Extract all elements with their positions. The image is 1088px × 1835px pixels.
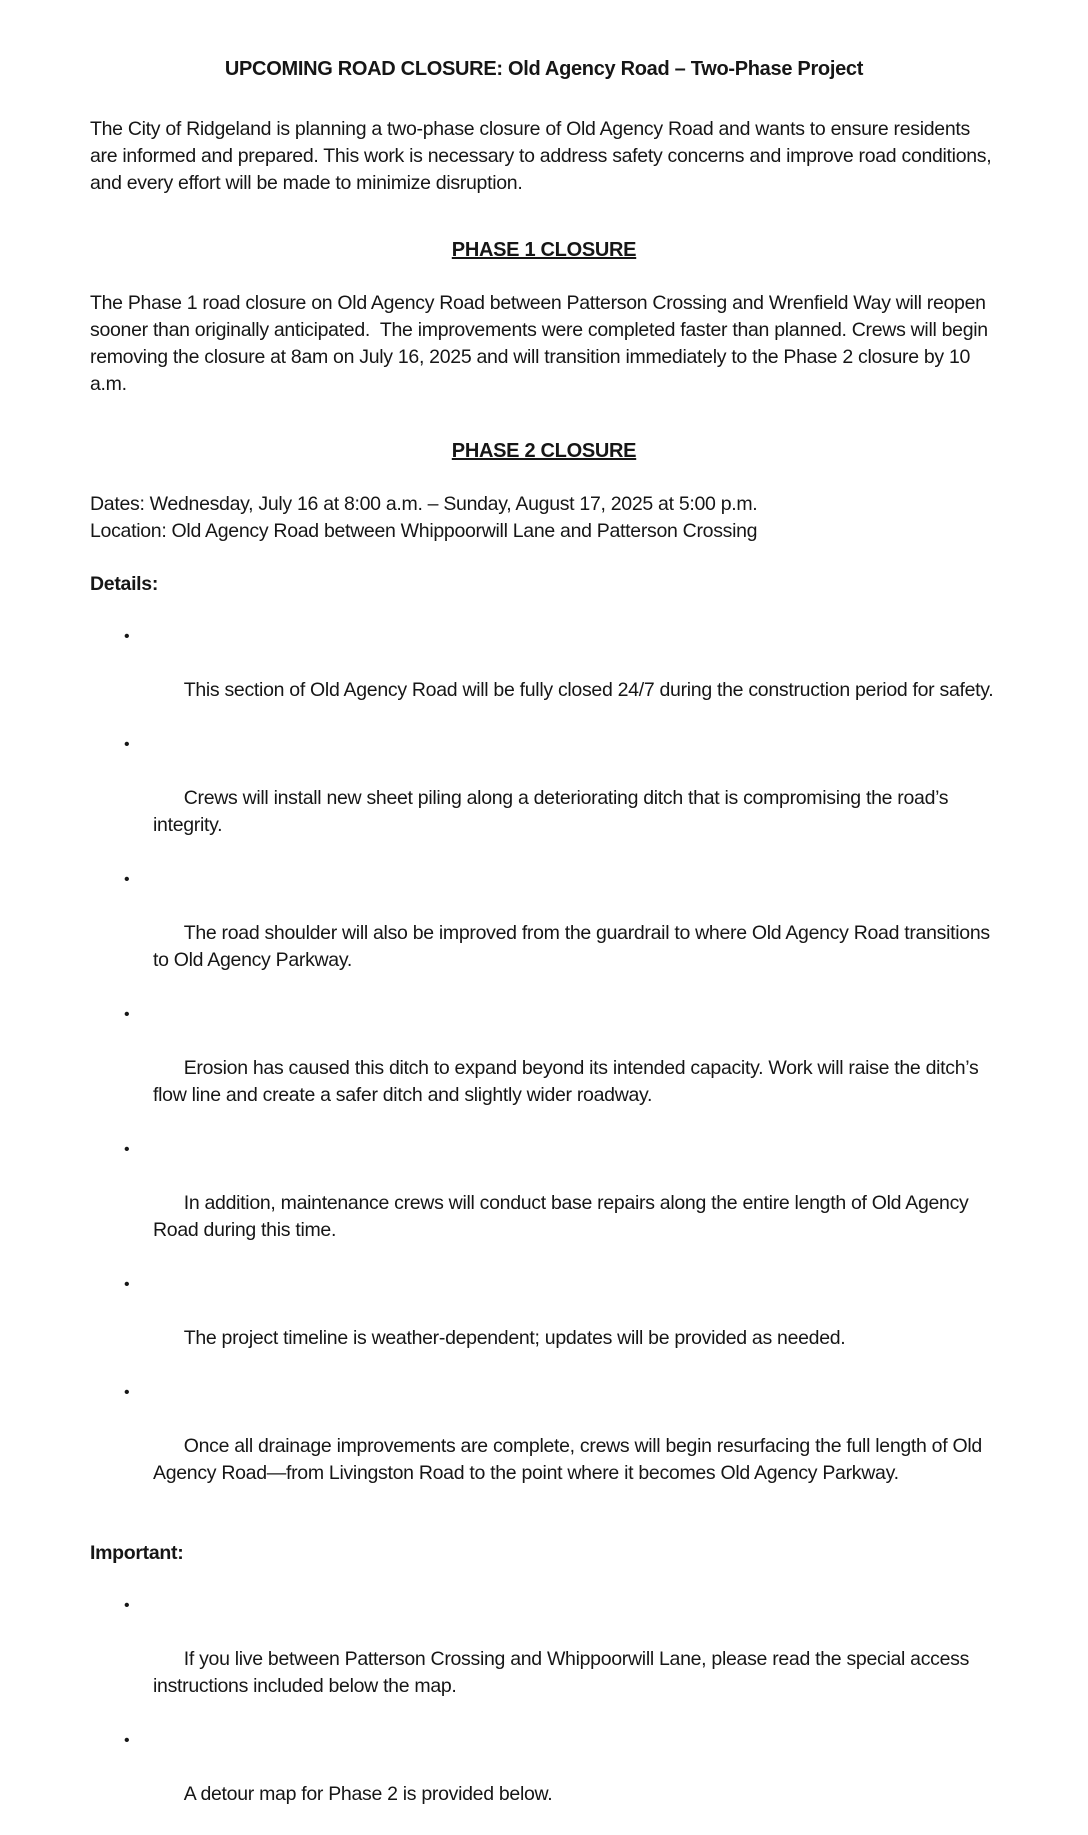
important-heading: Important: [90,1542,184,1564]
details-bullet-item [90,623,998,731]
details-bullet-item [90,731,998,866]
bullet-icon: • [124,1141,130,1158]
document-title: UPCOMING ROAD CLOSURE: Old Agency Road – Two-Phase Project [224,58,864,80]
bullet-icon: • [124,736,130,753]
details-bullet-item [90,1136,998,1271]
important-bullet-item [90,1727,998,1835]
details-bullet-item [90,1271,998,1379]
phase2-dates-block [90,491,998,545]
phase2-dates-line: Dates: Wednesday, July 16 at 8:00 a.m. – Sunday, August 17, 2025 at 5:00 p.m. [90,493,758,515]
important-bullet-list [90,1592,998,1835]
bullet-icon: • [124,1732,130,1749]
important-bullet-text: If you live between Patterson Crossing and Whippoorwill Lane, please read the special access instructions included below the map. [153,1648,975,1697]
phase1-heading: PHASE 1 CLOSURE [451,239,637,261]
phase2-heading: PHASE 2 CLOSURE [451,440,637,462]
details-bullet-item [90,1001,998,1136]
bullet-icon: • [124,1597,130,1614]
details-bullet-text: Once all drainage improvements are complete, crews will begin resurfacing the full length of Old Agency Road—from Livingston Road to the point where it becomes Old Agency Parkway. [153,1435,986,1484]
details-bullet-text: Erosion has caused this ditch to expand beyond its intended capacity. Work will raise the ditch’s flow line and create a safer ditch and slightly wider roadway. [153,1057,984,1106]
details-bullet-item [90,866,998,1001]
phase1-paragraph: The Phase 1 road closure on Old Agency Road between Patterson Crossing and Wrenfield Way will reopen sooner than originally anticipated. The improvements were completed faster than planned. Crews will begin removing the closure at 8am on July 16, 2025 and will transition immediately to the Phase 2 closure by 10 a.m. [90,292,993,395]
important-bullet-item [90,1592,998,1727]
details-bullet-list [90,623,998,1514]
bullet-icon: • [124,871,130,888]
bullet-icon: • [124,1384,130,1401]
bullet-icon: • [124,1006,130,1023]
details-bullet-text: In addition, maintenance crews will conduct base repairs along the entire length of Old Agency Road during this time. [153,1192,974,1241]
details-bullet-text: The project timeline is weather-dependent; updates will be provided as needed. [183,1327,846,1349]
details-bullet-text: The road shoulder will also be improved from the guardrail to where Old Agency Road transitions to Old Agency Parkway. [153,922,995,971]
phase2-location-line: Location: Old Agency Road between Whippoorwill Lane and Patterson Crossing [90,520,758,542]
bullet-icon: • [124,628,130,645]
details-bullet-text: This section of Old Agency Road will be fully closed 24/7 during the construction period for safety. [183,679,994,701]
details-heading: Details: [90,573,159,595]
important-bullet-text: A detour map for Phase 2 is provided below. [183,1783,553,1805]
intro-paragraph: The City of Ridgeland is planning a two-phase closure of Old Agency Road and wants to ensure residents are informed and prepared. This work is necessary to address safety concerns and improve road conditions, and every effort will be made to minimize disruption. [90,118,997,194]
details-bullet-item [90,1379,998,1514]
bullet-icon: • [124,1276,130,1293]
details-bullet-text: Crews will install new sheet piling along a deteriorating ditch that is compromising the road’s integrity. [153,787,954,836]
